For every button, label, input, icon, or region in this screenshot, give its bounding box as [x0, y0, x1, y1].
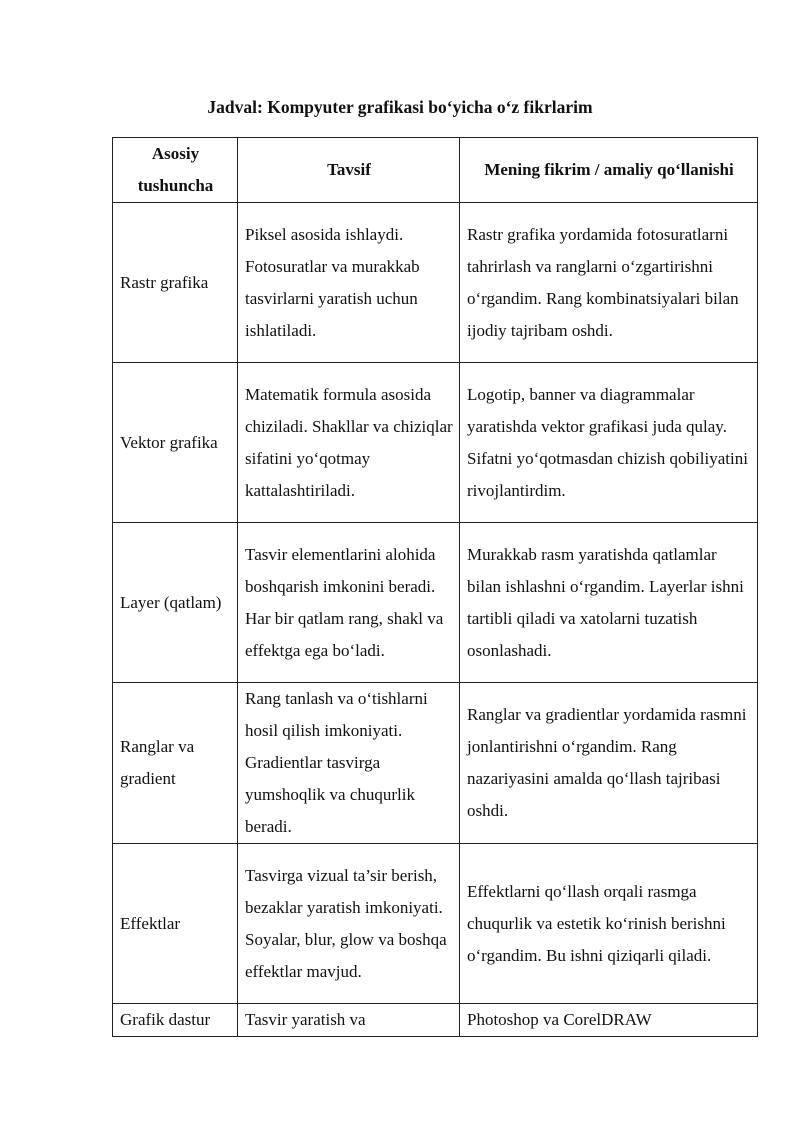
table-header-row [113, 138, 758, 203]
concept-cell: Rastr grafika [113, 203, 238, 363]
opinion-cell: Ranglar va gradientlar yordamida rasmni jonlantirishni o‘rgandim. Rang nazariyasini amalda qo‘llash tajribasi oshdi. [460, 683, 758, 844]
table-row [113, 844, 758, 1004]
description-cell: Matematik formula asosida chiziladi. Shakllar va chiziqlar sifatini yo‘qotmay kattalashtiriladi. [238, 363, 460, 523]
description-cell: Tasvir yaratish va [238, 1004, 460, 1037]
concept-cell: Effektlar [113, 844, 238, 1004]
header-description: Tavsif [238, 138, 460, 203]
table-row [113, 203, 758, 363]
opinion-cell: Logotip, banner va diagrammalar yaratishda vektor grafikasi juda qulay. Sifatni yo‘qotmasdan chizish qobiliyatini rivojlantirdim. [460, 363, 758, 523]
table-row [113, 363, 758, 523]
header-concept: Asosiy tushuncha [113, 138, 238, 203]
description-cell: Tasvir elementlarini alohida boshqarish imkonini beradi. Har bir qatlam rang, shakl va effektga ega bo‘ladi. [238, 523, 460, 683]
opinion-cell: Rastr grafika yordamida fotosuratlarni tahrirlash va ranglarni o‘zgartirishni o‘rgandim. Rang kombinatsiyalari bilan ijodiy tajribam oshdi. [460, 203, 758, 363]
table-row [113, 523, 758, 683]
document-title: Jadval: Kompyuter grafikasi bo‘yicha o‘z fikrlarim [207, 97, 593, 117]
description-cell: Rang tanlash va o‘tishlarni hosil qilish imkoniyati. Gradientlar tasvirga yumshoqlik va chuqurlik beradi. [238, 683, 460, 844]
table-row [113, 1004, 758, 1037]
concept-cell: Grafik dastur [113, 1004, 238, 1037]
concept-cell: Ranglar va gradient [113, 683, 238, 844]
opinion-cell: Effektlarni qo‘llash orqali rasmga chuqurlik va estetik ko‘rinish berishni o‘rgandim. Bu ishni qiziqarli qiladi. [460, 844, 758, 1004]
concepts-table [112, 137, 758, 1037]
concept-cell: Layer (qatlam) [113, 523, 238, 683]
concept-cell: Vektor grafika [113, 363, 238, 523]
opinion-cell: Photoshop va CorelDRAW [460, 1004, 758, 1037]
opinion-cell: Murakkab rasm yaratishda qatlamlar bilan ishlashni o‘rgandim. Layerlar ishni tartibli qiladi va xatolarni tuzatish osonlashadi. [460, 523, 758, 683]
description-cell: Piksel asosida ishlaydi. Fotosuratlar va murakkab tasvirlarni yaratish uchun ishlatiladi. [238, 203, 460, 363]
header-opinion: Mening fikrim / amaliy qo‘llanishi [460, 138, 758, 203]
table-row [113, 683, 758, 844]
description-cell: Tasvirga vizual ta’sir berish, bezaklar yaratish imkoniyati. Soyalar, blur, glow va boshqa effektlar mavjud. [238, 844, 460, 1004]
